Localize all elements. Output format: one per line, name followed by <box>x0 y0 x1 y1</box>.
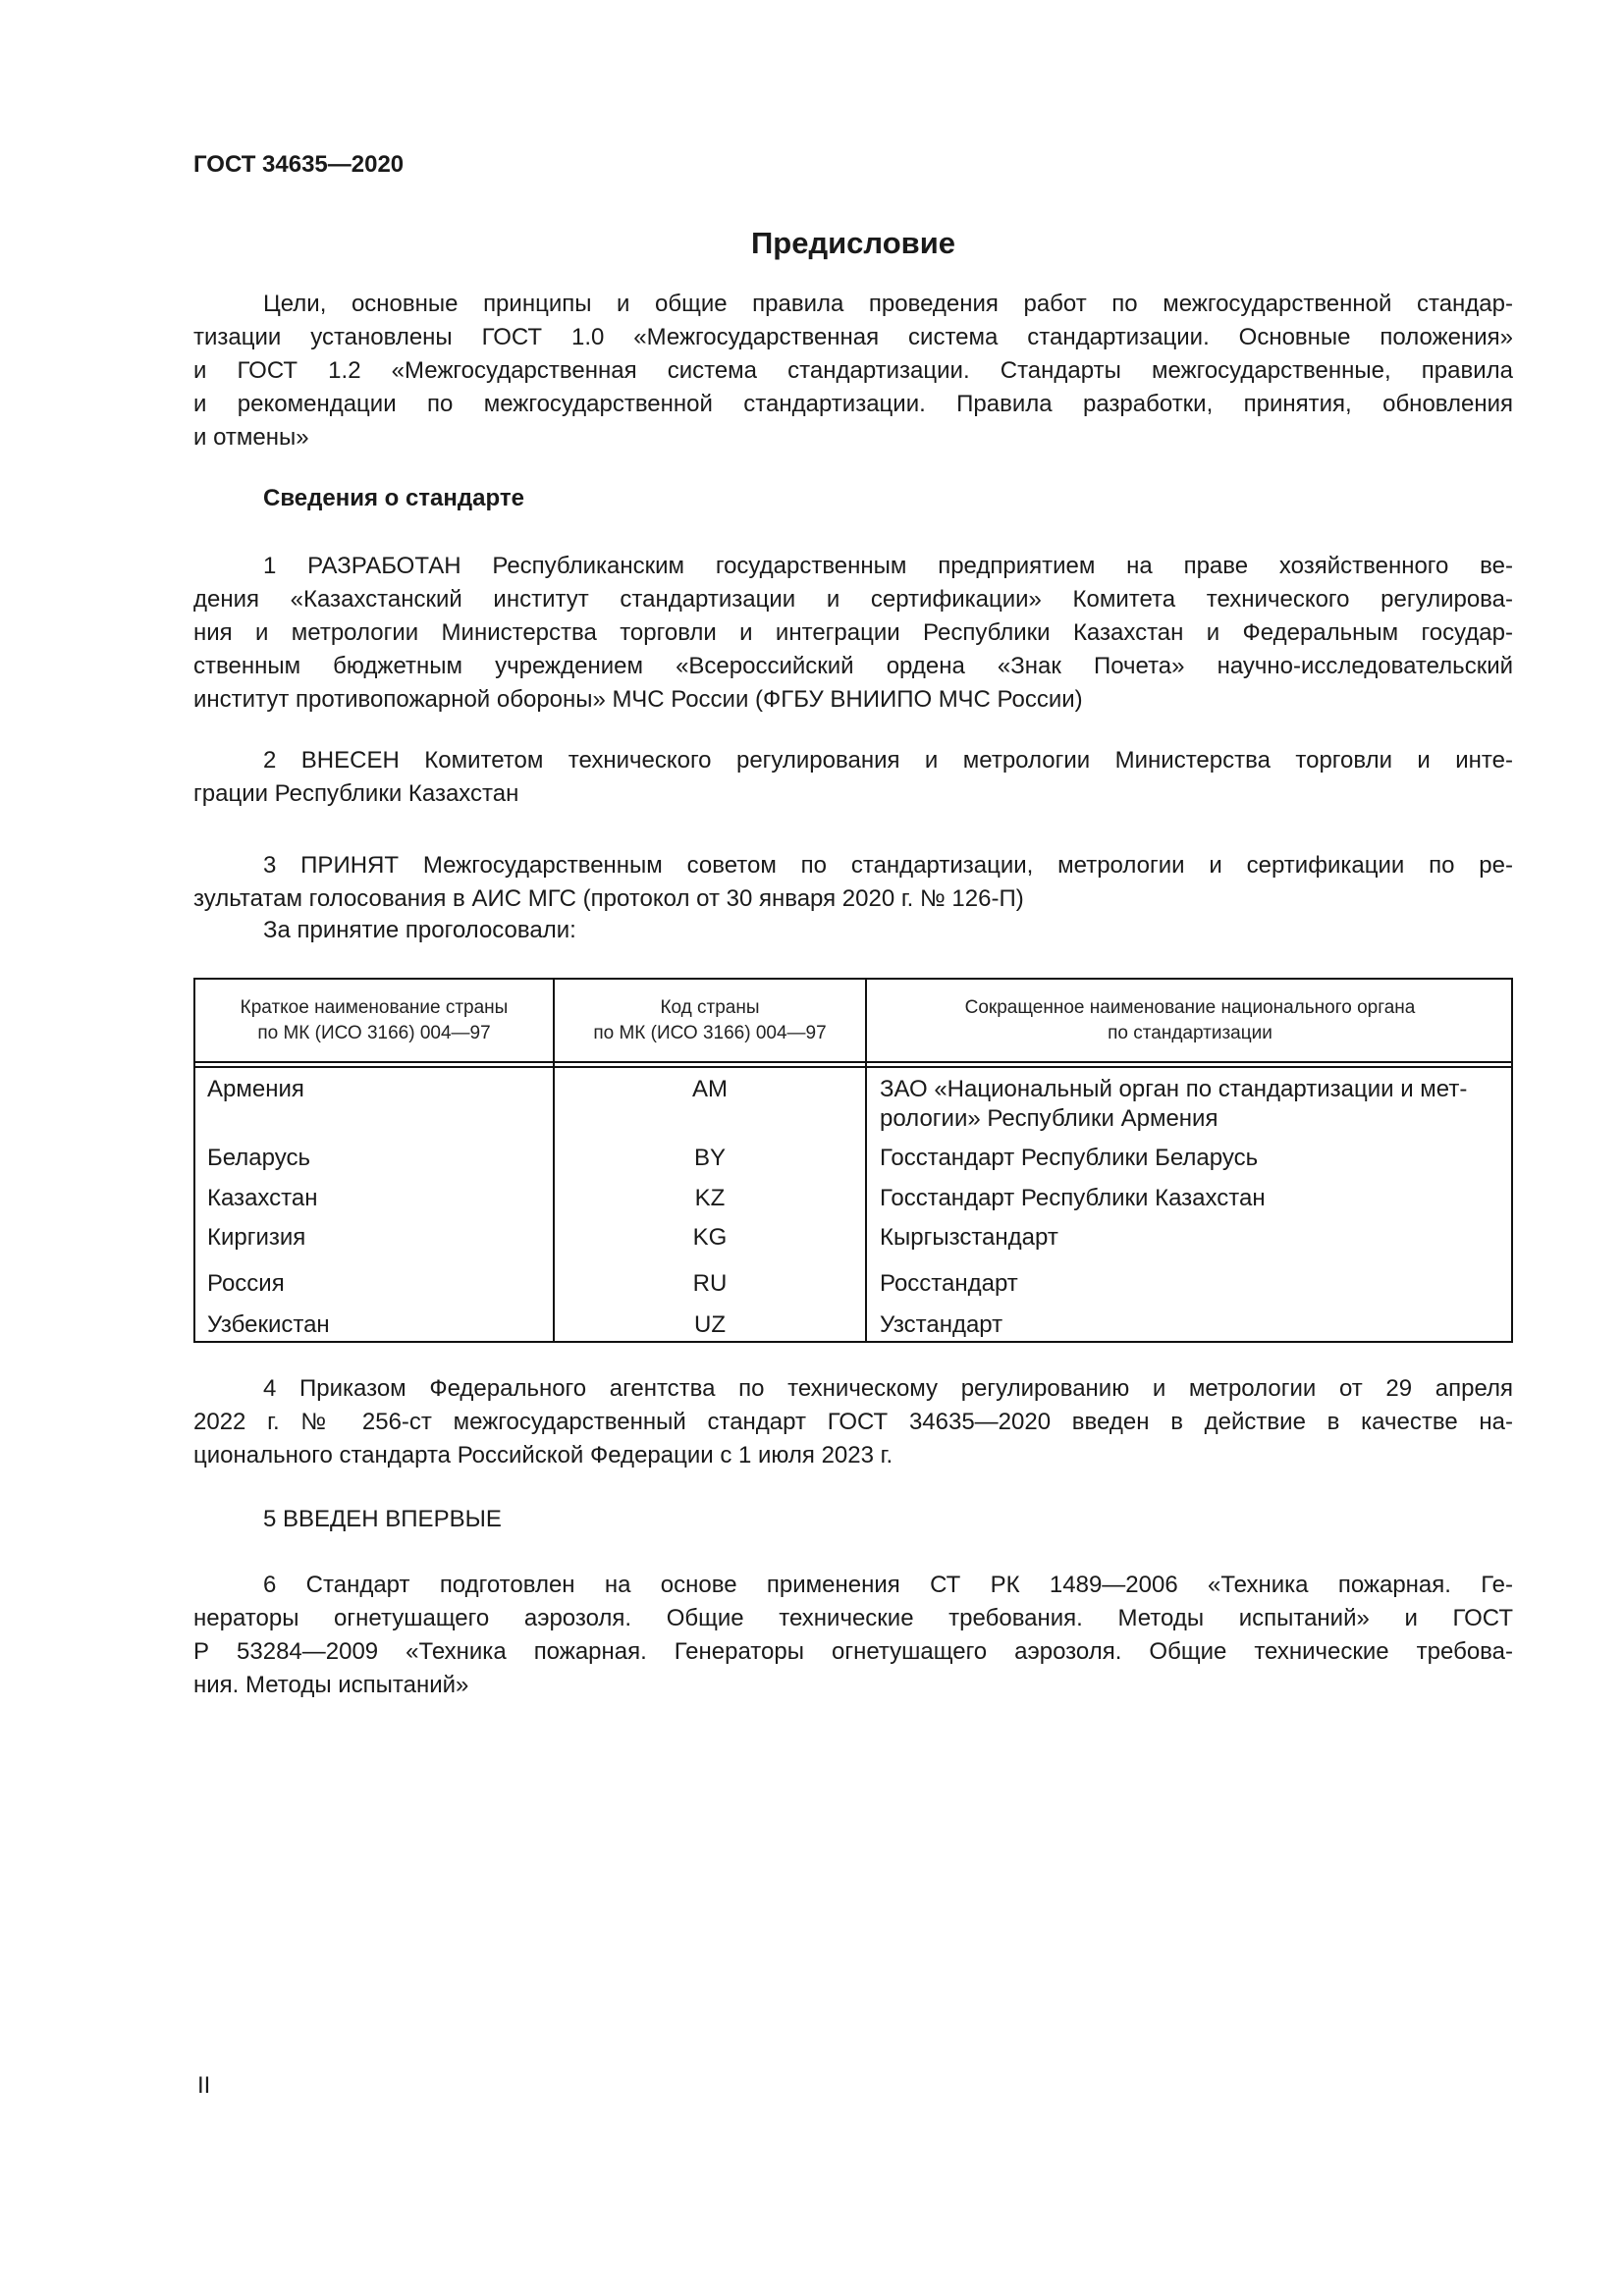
cell-country: Армения <box>207 1076 304 1102</box>
cell-national-body: Росстандарт <box>880 1270 1018 1297</box>
cell-code: RU <box>692 1270 728 1297</box>
page-number: II <box>197 2072 211 2099</box>
item-1-developed <box>193 550 1513 717</box>
text-line: ния и метрологии Министерства торговли и интеграции Республики Казахстан и Федеральным государ- <box>193 619 1513 646</box>
cell-country: Киргизия <box>207 1224 306 1251</box>
text-line: дения «Казахстанский институт стандартизации и сертификации» Комитета технического регулирова- <box>193 586 1513 613</box>
item-2-submitted <box>193 744 1513 811</box>
cell-country: Узбекистан <box>207 1311 330 1338</box>
header-line: по МК (ИСО 3166) 004—97 <box>593 1023 827 1043</box>
item-3-adopted <box>193 849 1513 916</box>
text-line: 2022 г. № 256-ст межгосударственный стандарт ГОСТ 34635—2020 введен в действие в качестве на- <box>193 1409 1513 1435</box>
text-line: Р 53284—2009 «Техника пожарная. Генераторы огнетушащего аэрозоля. Общие технические требова- <box>193 1638 1513 1665</box>
header-divider <box>195 1061 1511 1063</box>
header-divider <box>195 1066 1511 1068</box>
intro-paragraph <box>193 288 1513 454</box>
table-header-code <box>555 995 865 1046</box>
text-line: и рекомендации по межгосударственной стандартизации. Правила разработки, принятия, обновления <box>193 391 1513 417</box>
document-code: ГОСТ 34635—2020 <box>193 151 405 178</box>
table-header-country <box>195 995 553 1046</box>
cell-country: Россия <box>207 1270 285 1297</box>
text-line: и ГОСТ 1.2 «Межгосударственная система стандартизации. Стандарты межгосударственные, правила <box>193 357 1513 384</box>
text-line: институт противопожарной обороны» МЧС России (ФГБУ ВНИИПО МЧС России) <box>193 686 1083 713</box>
text-line: грации Республики Казахстан <box>193 780 519 807</box>
text-line: ственным бюджетным учреждением «Всероссийский ордена «Знак Почета» научно-исследовательский <box>193 653 1513 679</box>
text-line: 6 Стандарт подготовлен на основе применения СТ РК 1489—2006 «Техника пожарная. Ге- <box>263 1572 1513 1598</box>
text-line: Цели, основные принципы и общие правила проведения работ по межгосударственной стандар- <box>263 291 1513 317</box>
voting-table <box>193 978 1513 1343</box>
header-line: Сокращенное наименование национального органа <box>964 997 1416 1018</box>
header-line: Код страны <box>660 997 760 1018</box>
cell-code: UZ <box>694 1311 726 1338</box>
text-line: нераторы огнетушащего аэрозоля. Общие технические требования. Методы испытаний» и ГОСТ <box>193 1605 1513 1631</box>
cell-code: KG <box>692 1224 728 1251</box>
text-line: 2 ВНЕСЕН Комитетом технического регулирования и метрологии Министерства торговли и инте- <box>263 747 1513 774</box>
item-5-first-introduced <box>193 1503 1513 1536</box>
cell-national-body: Кыргызстандарт <box>880 1224 1058 1251</box>
info-heading: Сведения о стандарте <box>263 485 524 511</box>
table-header-body <box>867 995 1513 1046</box>
text-line: и отмены» <box>193 424 309 451</box>
text-line: 1 РАЗРАБОТАН Республиканским государственным предприятием на праве хозяйственного ве- <box>263 553 1513 579</box>
cell-national-body: рологии» Республики Армения <box>880 1105 1218 1132</box>
header-line: по МК (ИСО 3166) 004—97 <box>257 1023 491 1043</box>
page-title: Предисловие <box>750 226 955 260</box>
item-6-basis <box>193 1569 1513 1702</box>
cell-national-body: Госстандарт Республики Беларусь <box>880 1145 1259 1171</box>
text-line: 5 ВВЕДЕН ВПЕРВЫЕ <box>263 1506 502 1532</box>
cell-country: Беларусь <box>207 1145 310 1171</box>
text-line: ционального стандарта Российской Федерации с 1 июля 2023 г. <box>193 1442 893 1468</box>
header-line: по стандартизации <box>1108 1023 1272 1043</box>
voted-label: За принятие проголосовали: <box>263 917 576 943</box>
cell-national-body: Госстандарт Республики Казахстан <box>880 1185 1266 1211</box>
text-line: зультатам голосования в АИС МГС (протокол от 30 января 2020 г. № 126-П) <box>193 885 1024 912</box>
text-line: 3 ПРИНЯТ Межгосударственным советом по стандартизации, метрологии и сертификации по ре- <box>263 852 1513 879</box>
cell-code: BY <box>693 1145 726 1171</box>
text-line: 4 Приказом Федерального агентства по техническому регулированию и метрологии от 29 апреля <box>263 1375 1513 1402</box>
text-line: ния. Методы испытаний» <box>193 1672 469 1698</box>
header-line: Краткое наименование страны <box>240 997 509 1018</box>
text-line: тизации установлены ГОСТ 1.0 «Межгосударственная система стандартизации. Основные положения» <box>193 324 1513 350</box>
cell-country: Казахстан <box>207 1185 318 1211</box>
cell-national-body: ЗАО «Национальный орган по стандартизации и мет- <box>880 1076 1468 1102</box>
cell-code: KZ <box>694 1185 726 1211</box>
cell-national-body: Узстандарт <box>880 1311 1003 1338</box>
item-4-order <box>193 1372 1513 1472</box>
cell-code: AM <box>692 1076 728 1102</box>
